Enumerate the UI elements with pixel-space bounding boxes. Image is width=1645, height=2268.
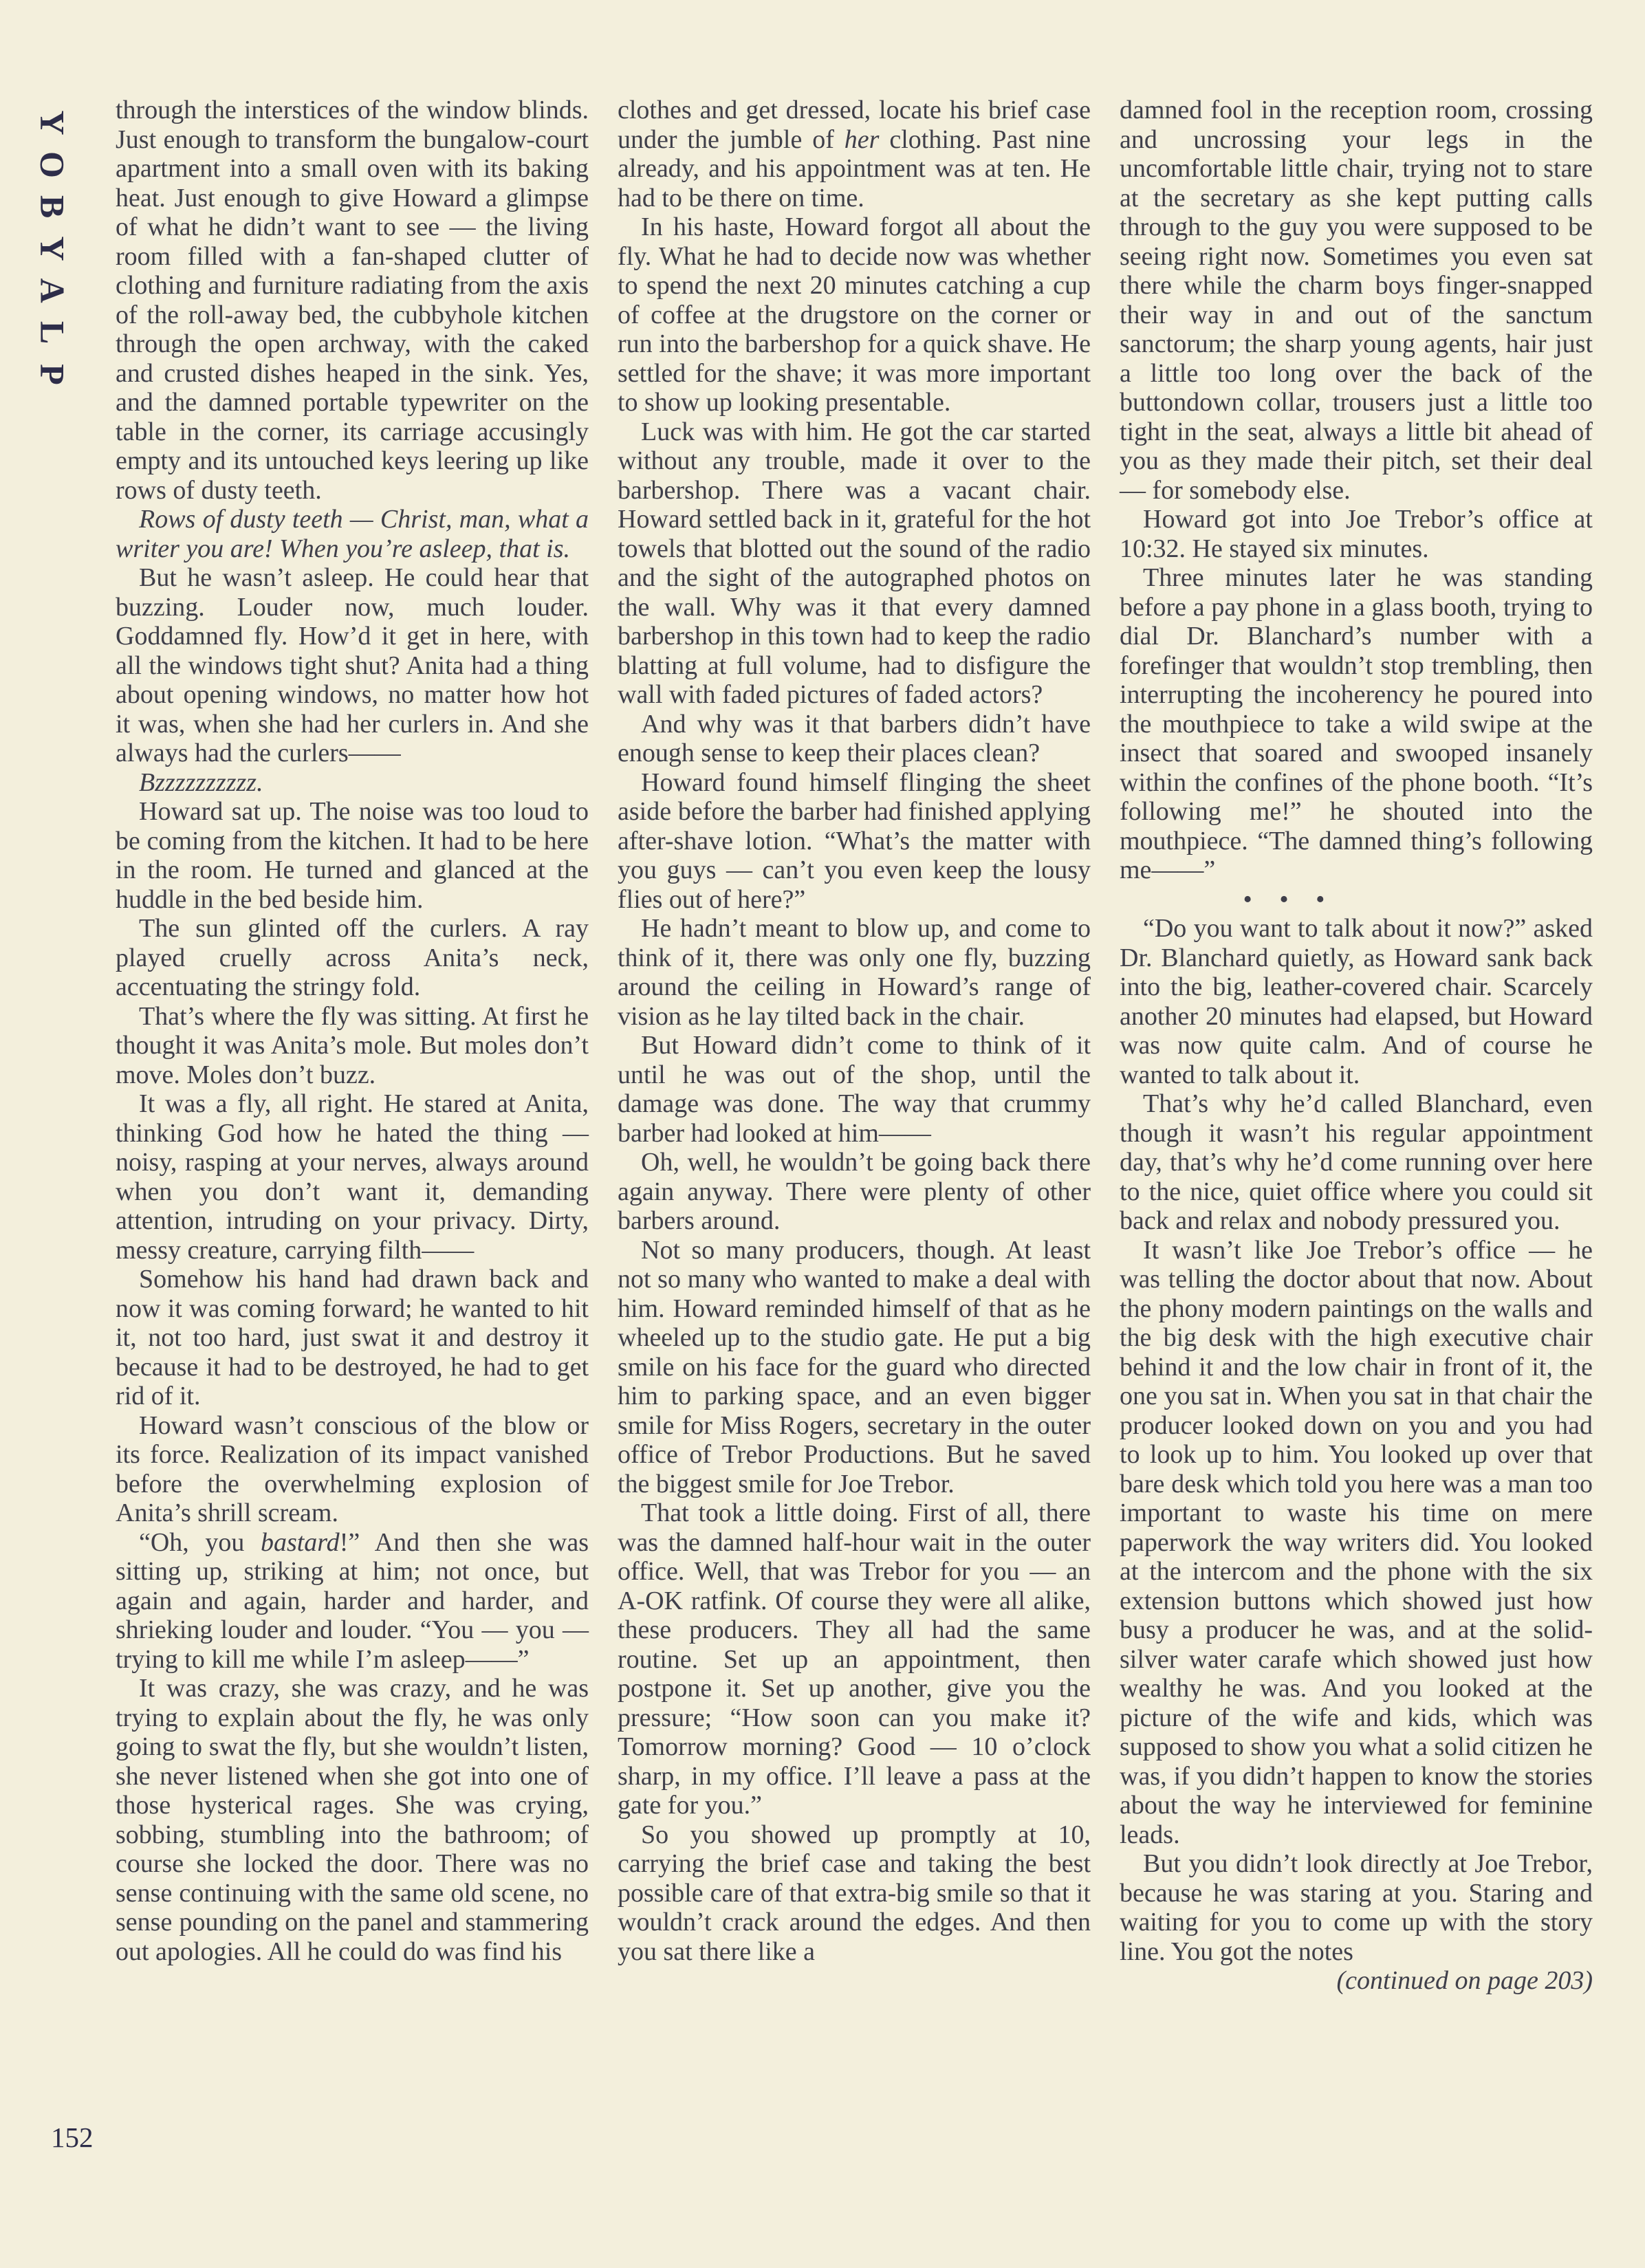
paragraph <box>116 1265 589 1411</box>
paragraph <box>1120 505 1593 563</box>
spine-letter: Y <box>33 110 72 135</box>
text-segment: Luck was with him. He got the car started without any trouble, made it over to the barbershop. There was a vacant chair. Howard settled back in it, grateful for the hot towels that blotted out the sound of the radio and the sight of the autographed photos on the wall. Why was it that every damned barbershop in this town had to keep the radio blatting at full volume, had to disfigure the wall with faded pictures of faded actors? <box>618 417 1091 709</box>
paragraph <box>1120 1849 1593 1966</box>
text-segment: Howard found himself flinging the sheet aside before the barber had finished applying after-shave lotion. “What’s the matter with you guys — can’t you even keep the lousy flies out of here?” <box>618 767 1091 914</box>
text-segment: That’s why he’d called Blanchard, even though it wasn’t his regular appointment day, that’s why he’d come running over here to the nice, quiet office where you could sit back and relax and nobody pressured you. <box>1120 1089 1593 1235</box>
text-segment: And why was it that barbers didn’t have enough sense to keep their places clean? <box>618 709 1091 767</box>
spine-letter: O <box>33 151 72 178</box>
text-segment: Three minutes later he was standing before a pay phone in a glass booth, trying to dial Dr. Blanchard’s number with a forefinger that wouldn’t stop trembling, then interrupting the incoherency he poured into the mouthpiece to take a wild swipe at the insect that soared and swooped insanely within the confines of the phone booth. “It’s following me!” he shouted into the mouthpiece. “The damned thing’s following me——” <box>1120 563 1593 884</box>
text-column-2 <box>618 96 1091 1966</box>
paragraph <box>618 1820 1091 1967</box>
paragraph <box>116 1002 589 1090</box>
italic-text-segment: Rows of dusty teeth — Christ, man, what a writer you are! When you’re asleep, that is. <box>116 505 589 563</box>
italic-text-segment: (continued on page 203) <box>1336 1966 1593 1995</box>
paragraph <box>1120 1236 1593 1850</box>
paragraph <box>1120 1089 1593 1236</box>
text-segment: clothing. Past nine already, and his appointment was at ten. He had to be there on time. <box>618 124 1091 212</box>
paragraph <box>116 1411 589 1528</box>
text-segment: But he wasn’t asleep. He could hear that buzzing. Louder now, much louder. Goddamned fly. How’d it get in here, with all the windows tight shut? Anita had a thing about opening windows, no matter how hot it was, when she had her curlers in. And she always had the curlers—— <box>116 563 589 767</box>
paragraph <box>618 1236 1091 1499</box>
paragraph <box>618 417 1091 710</box>
text-segment: He hadn’t meant to blow up, and come to think of it, there was only one fly, buzzing around the ceiling in Howard’s range of vision as he lay tilted back in the chair. <box>618 914 1091 1031</box>
text-segment: “Do you want to talk about it now?” asked Dr. Blanchard quietly, as Howard sank back into the big, leather-covered chair. Scarcely another 20 minutes had elapsed, but Howard was now quite calm. And of course he wanted to talk about it. <box>1120 914 1593 1089</box>
paragraph <box>116 563 589 768</box>
paragraph <box>1120 914 1593 1089</box>
spine-letter: Y <box>33 236 72 261</box>
paragraph <box>116 768 589 798</box>
paragraph <box>116 96 589 505</box>
text-segment: But Howard didn’t come to think of it until he was out of the shop, until the damage was done. The way that crummy barber had looked at him—— <box>618 1031 1091 1148</box>
magazine-spine-title <box>30 102 74 395</box>
paragraph <box>116 505 589 563</box>
text-segment: • • • <box>1243 884 1325 914</box>
text-segment: Howard sat up. The noise was too loud to be coming from the kitchen. It had to be here in the room. He turned and glanced at the huddle in the bed beside him. <box>116 797 589 914</box>
paragraph <box>618 914 1091 1031</box>
paragraph <box>618 1031 1091 1148</box>
text-segment: through the interstices of the window blinds. Just enough to transform the bungalow-court apartment into a small oven with its baking heat. Just enough to give Howard a glimpse of what he didn’t want to see — the living room filled with a fan-shaped clutter of clothing and furniture radiating from the axis of the roll-away bed, the cubbyhole kitchen through the open archway, with the caked and crusted dishes heaped in the sink. Yes, and the damned portable typewriter on the table in the corner, its carriage accusingly empty and its untouched keys leering up like rows of dusty teeth. <box>116 96 589 505</box>
paragraph <box>1120 563 1593 885</box>
italic-text-segment: Bzzzzzzzzzz. <box>139 767 263 797</box>
text-segment: In his haste, Howard forgot all about the fly. What he had to decide now was whether to spend the next 20 minutes catching a cup of coffee at the drugstore on the corner or run into the barbershop for a quick shave. He settled for the shave; it was more important to show up looking presentable. <box>618 212 1091 417</box>
text-segment: Not so many producers, though. At least not so many who wanted to make a deal with him. Howard reminded himself of that as he wheeled up to the studio gate. He put a big smile on his face for the guard who directed him to parking space, and an even bigger smile for Miss Rogers, secretary in the outer office of Trebor Productions. But he saved the biggest smile for Joe Trebor. <box>618 1235 1091 1498</box>
paragraph <box>116 1528 589 1675</box>
paragraph <box>618 212 1091 417</box>
text-segment: Oh, well, he wouldn’t be going back there again anyway. There were plenty of other barbers around. <box>618 1148 1091 1235</box>
paragraph <box>116 1089 589 1265</box>
text-segment: That’s where the fly was sitting. At first he thought it was Anita’s mole. But moles don’t move. Moles don’t buzz. <box>116 1001 589 1089</box>
spine-letter: L <box>33 320 72 345</box>
text-column-1 <box>116 96 589 1966</box>
paragraph <box>618 1148 1091 1236</box>
continued-note <box>1120 1966 1593 1996</box>
text-segment: Howard got into Joe Trebor’s office at 10:32. He stayed six minutes. <box>1120 505 1593 563</box>
paragraph <box>618 710 1091 768</box>
paragraph <box>618 96 1091 212</box>
text-segment: It wasn’t like Joe Trebor’s office — he was telling the doctor about that now. About the phony modern paintings on the walls and the big desk with the high executive chair behind it and the low chair in front of it, the one you sat in. When you sat in that chair the producer looked down on you and you had to look up to him. You looked up over that bare desk which told you here was a man too important to waste his time on mere paperwork the way writers did. You looked at the intercom and the phone with the six extension buttons which showed just how busy a producer he was, and at the solid-silver water carafe which showed just how wealthy he was. And you looked at the picture of the wife and kids, which was supposed to show you what a solid citizen he was, if you didn’t happen to know the stories about the way he interviewed for feminine leads. <box>1120 1235 1593 1849</box>
section-separator <box>1120 885 1593 915</box>
text-segment: Somehow his hand had drawn back and now it was coming forward; he wanted to hit it, not too hard, just swat it and destroy it because it had to be destroyed, he had to get rid of it. <box>116 1265 589 1410</box>
text-segment: But you didn’t look directly at Joe Trebor, because he was staring at you. Staring and waiting for you to come up with the story line. You got the notes <box>1120 1849 1593 1966</box>
text-segment: Howard wasn’t conscious of the blow or its force. Realization of its impact vanished before the overwhelming explosion of Anita’s shrill scream. <box>116 1410 589 1527</box>
text-segment: clothes and get dressed, locate his brief case under the jumble of <box>618 96 1091 154</box>
paragraph <box>116 914 589 1002</box>
italic-text-segment: her <box>844 124 880 154</box>
paragraph <box>116 797 589 914</box>
text-column-3 <box>1120 96 1593 1996</box>
spine-letter: B <box>33 195 72 219</box>
text-segment: “Oh, you <box>139 1527 261 1557</box>
text-segment: It was crazy, she was crazy, and he was trying to explain about the fly, he was only going to swat the fly, but she wouldn’t listen, she never listened when she got into one of those hysterical rages. She was crying, sobbing, stumbling into the bathroom; of course she locked the door. There was no sense continuing with the same old scene, no sense pounding on the panel and stammering out apologies. All he could do was find his <box>116 1674 589 1966</box>
spine-letter: A <box>33 278 72 303</box>
paragraph <box>618 1498 1091 1820</box>
paragraph <box>116 1674 589 1966</box>
text-segment: That took a little doing. First of all, there was the damned half-hour wait in the outer office. Well, that was Trebor for you — an A-OK ratfink. Of course they were all alike, these producers. They all had the same routine. Set up an appointment, then postpone it. Set up another, give you the pressure; “How soon can you make it? Tomorrow morning? Good — 10 o’clock sharp, in my office. I’ll leave a pass at the gate for you.” <box>618 1498 1091 1820</box>
italic-text-segment: bastard <box>260 1527 340 1557</box>
text-segment: !” And then she was sitting up, striking at him; not once, but again and again, harder and harder, and shrieking louder and louder. “You — you — trying to kill me while I’m asleep——” <box>116 1527 589 1674</box>
spine-letter: P <box>33 364 72 385</box>
paragraph <box>618 768 1091 915</box>
text-segment: damned fool in the reception room, crossing and uncrossing your legs in the uncomfortable little chair, trying not to stare at the secretary as she kept putting calls through to the guy you were supposed to be seeing right now. Sometimes you even sat there while the charm boys finger-snapped their way in and out of the sanctum sanctorum; the sharp young agents, hair just a little too long over the back of the buttondown collar, trousers just a little too tight in the seat, always a little bit ahead of you as they made their pitch, set their deal — for somebody else. <box>1120 96 1593 505</box>
text-segment: So you showed up promptly at 10, carrying the brief case and taking the best possible care of that extra-big smile so that it wouldn’t crack around the edges. And then you sat there like a <box>618 1820 1091 1966</box>
text-segment: The sun glinted off the curlers. A ray played cruelly across Anita’s neck, accentuating the stringy fold. <box>116 914 589 1001</box>
paragraph <box>1120 96 1593 505</box>
page-number: 152 <box>51 2122 94 2153</box>
text-segment: It was a fly, all right. He stared at Anita, thinking God how he hated the thing — noisy, rasping at your nerves, always around when you don’t want it, demanding attention, intruding on your privacy. Dirty, messy creature, carrying filth—— <box>116 1089 589 1265</box>
